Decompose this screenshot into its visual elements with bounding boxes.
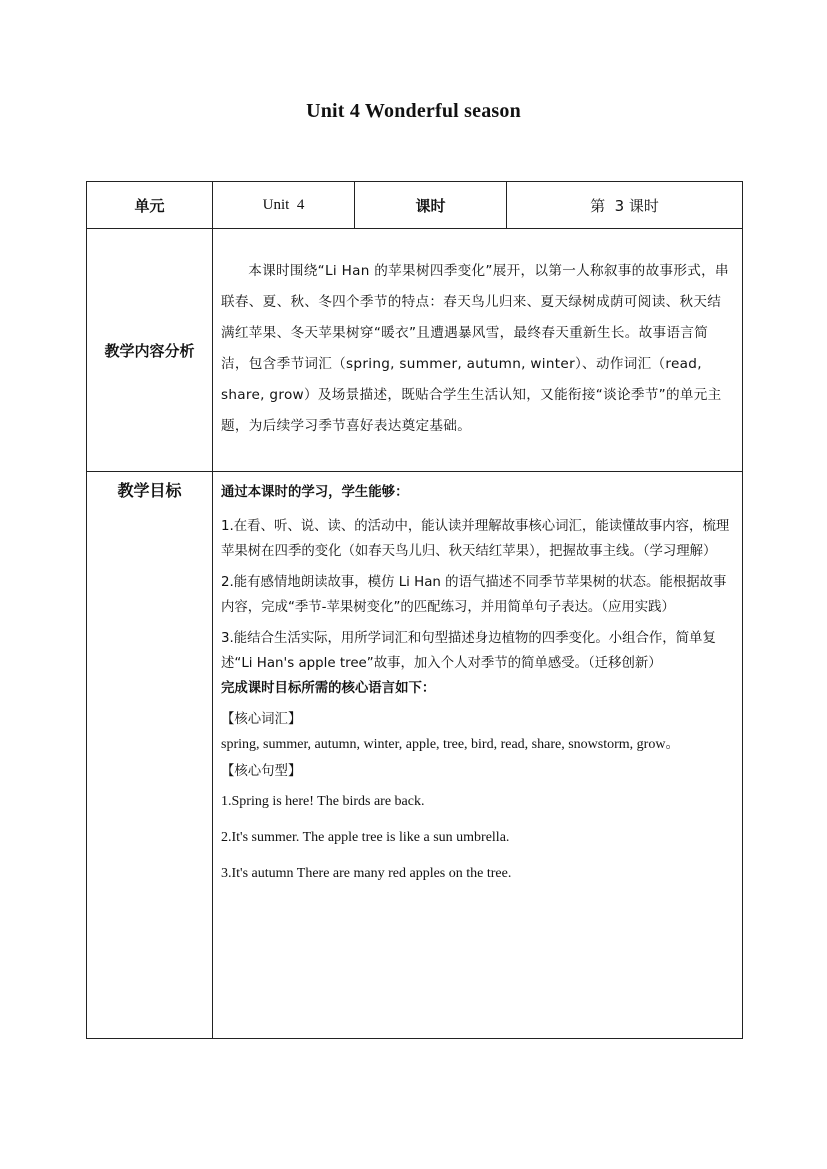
goal-1: 1.在看、听、说、读、的活动中，能认读并理解故事核心词汇，能读懂故事内容，梳理苹果树在四季的变化（如春天鸟儿归、秋天结红苹果），把握故事主线。（学习理解） <box>221 519 730 559</box>
objectives-cell <box>213 472 743 1039</box>
lesson-plan-table <box>86 181 743 1039</box>
sentence-heading: 【核心句型】 <box>221 764 302 779</box>
vocab-text: spring, summer, autumn, winter, apple, tree, bird, read, share, snowstorm, grow。 <box>221 737 680 752</box>
document-title: Unit 4 Wonderful season <box>306 100 521 122</box>
objectives-intro: 通过本课时的学习，学生能够： <box>221 485 409 500</box>
content-analysis-cell <box>213 229 743 472</box>
period-label: 课时 <box>355 182 507 229</box>
objectives-label: 教学目标 <box>87 472 213 1039</box>
goal-3: 3.能结合生活实际，用所学词汇和句型描述身边植物的四季变化。小组合作，简单复述“Li Han's apple tree”故事，加入个人对季节的简单感受。（迁移创新） <box>221 631 716 671</box>
goal-2: 2.能有感情地朗读故事，模仿 Li Han 的语气描述不同季节苹果树的状态。能根据故事内容，完成“季节-苹果树变化”的匹配练习，并用简单句子表达。（应用实践） <box>221 575 727 615</box>
sentence-2: 2.It's summer. The apple tree is like a sun umbrella. <box>221 830 510 845</box>
core-language-intro: 完成课时目标所需的核心语言如下： <box>221 681 436 696</box>
content-analysis-row <box>87 229 743 472</box>
content-analysis-label: 教学内容分析 <box>87 229 213 472</box>
vocab-heading: 【核心词汇】 <box>221 712 302 727</box>
unit-label: 单元 <box>87 182 213 229</box>
header-row <box>87 182 743 229</box>
sentence-3: 3.It's autumn There are many red apples on the tree. <box>221 866 512 881</box>
unit-value: Unit 4 <box>213 182 355 229</box>
sentence-1: 1.Spring is here! The birds are back. <box>221 794 425 809</box>
objectives-row <box>87 472 743 1039</box>
period-value: 第 3 课时 <box>507 182 743 229</box>
content-analysis-text: 本课时围绕“Li Han 的苹果树四季变化”展开，以第一人称叙事的故事形式，串联春、夏、秋、冬四个季节的特点：春天鸟儿归来、夏天绿树成荫可阅读、秋天结满红苹果、冬天苹果树穿“暖衣”且遭遇暴风雪，最终春天重新生长。故事语言简洁，包含季节词汇（spring, summer, autumn, winter）、动作词汇（read, share, grow）及场景描述，既贴合学生生活认知，又能衔接“谈论季节”的单元主题，为后续学习季节喜好表达奠定基础。 <box>221 263 729 434</box>
